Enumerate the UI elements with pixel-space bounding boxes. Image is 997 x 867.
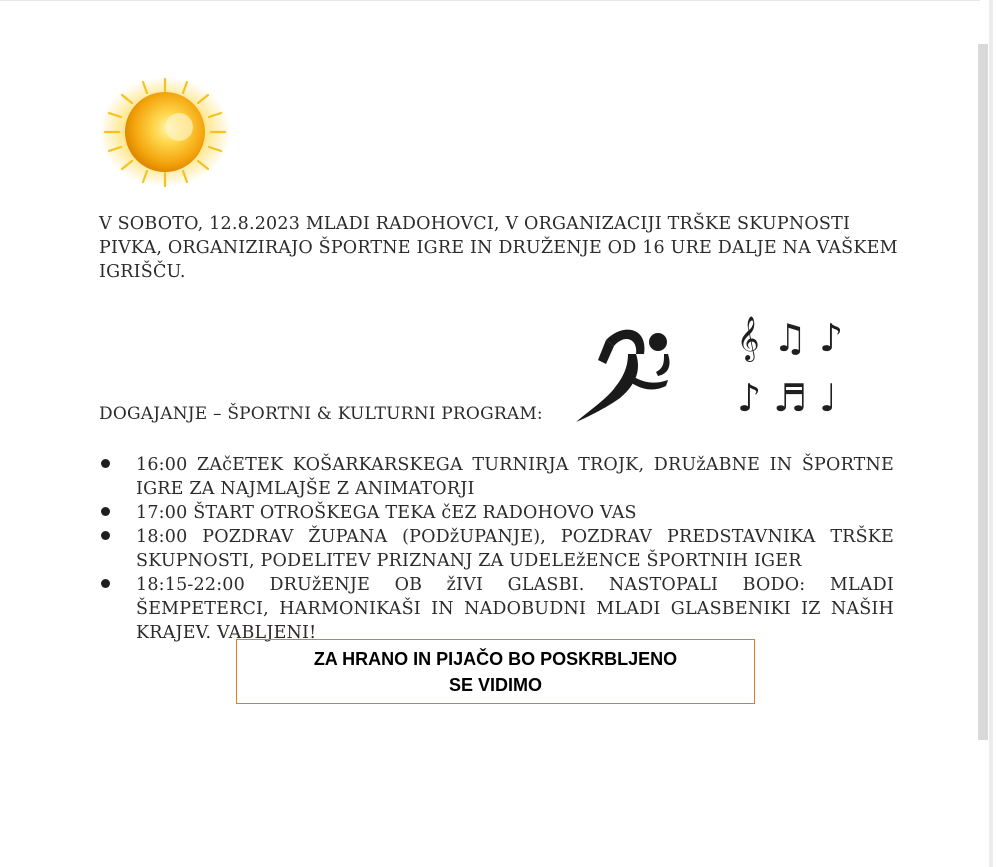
eighth-note-icon: ♪	[737, 376, 762, 420]
quarter-note-icon: ♩	[819, 376, 837, 420]
runner-icon	[572, 320, 702, 425]
sun-icon	[95, 75, 235, 190]
program-item-text: 16:00 ZAčETEK KOŠARKARSKEGA TURNIRJA TROJK, DRUžABNE IN ŠPORTNE IGRE ZA NAJMLAJŠE Z ANIMATORJI	[136, 455, 894, 499]
treble-clef-icon: 𝄞	[737, 316, 760, 360]
list-item	[99, 525, 894, 573]
program-title: DOGAJANJE – ŠPORTNI & KULTURNI PROGRAM:	[99, 404, 543, 424]
bullet-icon	[101, 531, 110, 540]
notice-line-1: ZA HRANO IN PIJAČO BO POSKRBLJENO	[313, 648, 678, 669]
music-notes-icon	[735, 315, 855, 425]
event-intro: V SOBOTO, 12.8.2023 MLADI RADOHOVCI, V ORGANIZACIJI TRŠKE SKUPNOSTI PIVKA, ORGANIZIRAJO ŠPORTNE IGRE IN DRUŽENJE OD 16 URE DALJE NA VAŠKEM IGRIŠČU.	[99, 214, 898, 282]
list-item	[99, 573, 894, 645]
list-item	[99, 501, 894, 525]
top-border	[0, 0, 980, 1]
list-item	[99, 453, 894, 501]
food-drink-notice	[236, 639, 755, 704]
scrollbar[interactable]	[978, 44, 988, 740]
bullet-icon	[101, 507, 110, 516]
bullet-icon	[101, 579, 110, 588]
eighth-note-icon: ♪	[819, 316, 844, 360]
beamed-notes-icon: ♫	[773, 316, 808, 360]
beamed-sixteenth-notes-icon: ♬	[773, 376, 808, 420]
program-item-text: 18:15-22:00 DRUžENJE OB žIVI GLASBI. NASTOPALI BODO: MLADI ŠEMPETERCI, HARMONIKAŠI IN NADOBUDNI MLADI GLASBENIKI IZ NAŠIH KRAJEV. VABLJENI!	[136, 575, 894, 643]
viewer-edge	[989, 0, 993, 867]
program-item-text: 18:00 POZDRAV ŽUPANA (PODžUPANJE), POZDRAV PREDSTAVNIKA TRŠKE SKUPNOSTI, PODELITEV PRIZNANJ ZA UDELEžENCE ŠPORTNIH IGER	[136, 527, 894, 571]
program-item-text: 17:00 ŠTART OTROŠKEGA TEKA čEZ RADOHOVO VAS	[136, 503, 637, 523]
bullet-icon	[101, 459, 110, 468]
program-list	[99, 453, 894, 645]
notice-line-2: SE VIDIMO	[448, 674, 542, 695]
